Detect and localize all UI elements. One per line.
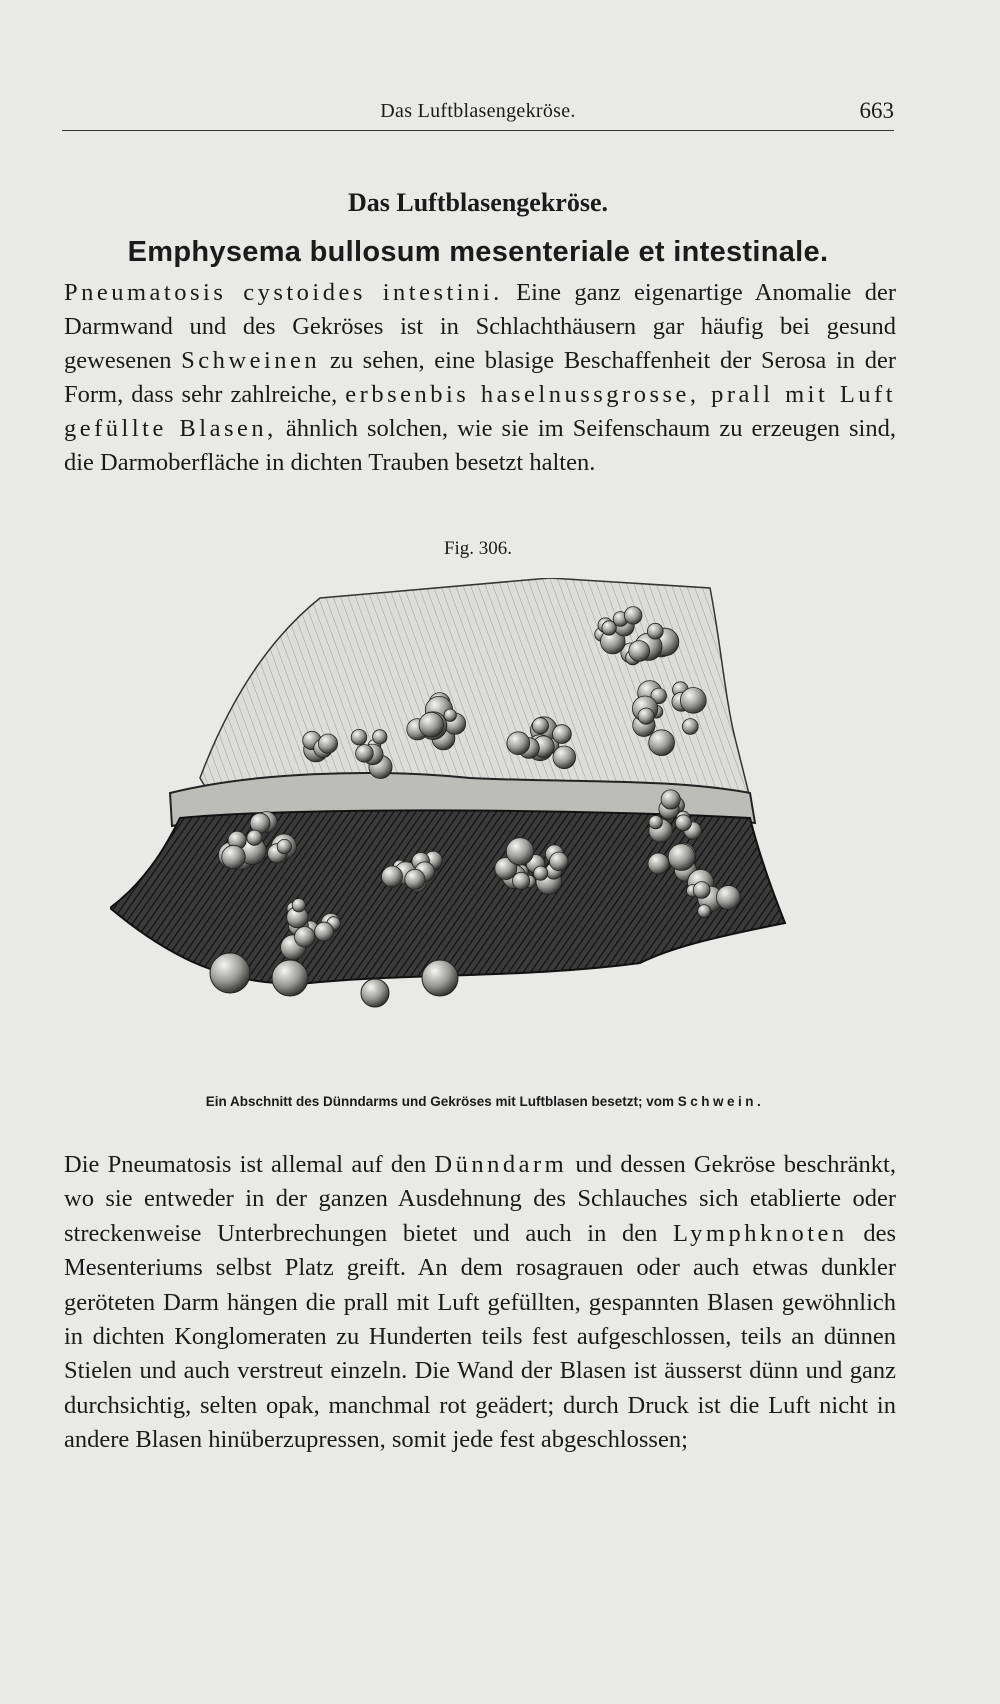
paragraph-pneumatosis — [64, 1148, 896, 1458]
stalked-bubble — [422, 960, 458, 996]
gas-bubble — [373, 730, 387, 744]
gas-bubble — [680, 688, 706, 714]
paragraph-text: und dessen Gekröse beschränkt, wo sie entweder in der ganzen Ausdehnung des Schlauches sich etablierte oder streckenweise Unterbrechungen bietet und auch in den — [64, 1151, 896, 1247]
gas-bubble — [247, 830, 262, 845]
gas-bubble — [668, 844, 695, 871]
caption-text: Ein Abschnitt des Dünndarms und Gekröses mit Luftblasen besetzt; vom — [205, 1094, 678, 1109]
section-title: Das Luftblasengekröse. — [347, 188, 608, 217]
paragraph-text: des Mesenteriums selbst Platz greift. An dem rosagrauen oder auch etwas dunkler geröteten Darm hängen die prall mit Luft gefüllten, gespannten Blasen gewöhnlich in dichten Konglomeraten zu Hunderten teils fest aufgeschlossen, teils an dünnen Stielen und auch verstreut einzeln. Die Wand der Blasen ist äusserst dünn und ganz durchsichtig, selten opak, manchmal rot geädert; durch Druck ist die Luft nicht in andere Blasen hinüberzupressen, somit jede fest abgeschlossen; — [64, 1219, 896, 1454]
gas-bubble — [553, 725, 572, 744]
gas-bubble — [444, 709, 456, 721]
gas-bubble — [318, 734, 337, 753]
spaced-term-duenndarm: Dünndarm — [434, 1151, 568, 1178]
stalked-bubble — [210, 953, 250, 993]
gas-bubble — [638, 708, 654, 724]
gas-bubble — [532, 718, 548, 734]
paragraph-text: Die Pneumatosis ist allemal auf den — [64, 1151, 435, 1178]
gas-bubble — [602, 621, 616, 635]
paragraph-text: zu sehen, eine blasige Beschaffenheit der Serosa in der Form, dass sehr zahlreiche, — [64, 347, 896, 408]
stalked-bubble — [361, 979, 389, 1007]
figure-number: Fig. 306. — [443, 538, 513, 559]
gas-bubble — [419, 712, 444, 737]
gas-bubble — [513, 872, 530, 889]
gas-bubble — [382, 866, 403, 887]
gas-bubble — [693, 882, 710, 899]
gas-bubble — [553, 746, 576, 769]
gas-bubble — [405, 869, 425, 889]
paragraph-text: Eine ganz eigenartige Anomalie der Darmwand und des Gekröses ist in Schlachthäusern gar häufig bei gesund gewesenen — [64, 279, 896, 374]
gas-bubble — [356, 745, 374, 763]
gas-bubble — [507, 732, 530, 755]
running-header — [62, 96, 894, 131]
gas-bubble — [351, 729, 367, 745]
gas-bubble — [292, 899, 305, 912]
gas-bubble — [647, 623, 663, 639]
gas-bubble — [682, 719, 698, 735]
gas-bubble — [506, 838, 533, 865]
intestine-illustration — [110, 578, 860, 1088]
gas-bubble — [624, 607, 642, 625]
gas-bubble — [661, 790, 680, 809]
spaced-term-lymphknoten: Lymphknoten — [673, 1219, 848, 1247]
gas-bubble — [649, 730, 675, 756]
paragraph-intro — [64, 276, 896, 480]
gas-bubble — [222, 845, 246, 869]
section-subtitle: Emphysema bullosum mesenteriale et intestinale. — [127, 236, 829, 268]
gas-bubble — [550, 852, 569, 871]
stalked-bubble — [272, 960, 308, 996]
paragraph-text: ähnlich solchen, wie sie im Seifenschaum zu erzeugen sind, die Darmoberfläche in dichten Trauben besetzt halten. — [64, 415, 896, 476]
page-number: 663 — [859, 98, 894, 123]
gas-bubble — [675, 815, 691, 831]
spaced-term-blasen: erbsenbis haselnussgrosse, prall mit Luft gefüllte Blasen, — [64, 381, 897, 442]
spaced-term-pneumatosis: Pneumatosis cystoides intestini. — [64, 279, 503, 306]
gas-bubble — [648, 853, 669, 874]
gas-bubble — [629, 641, 650, 662]
gas-bubble — [716, 886, 740, 910]
gas-bubble — [295, 927, 315, 947]
gas-bubble — [277, 839, 291, 853]
running-title: Das Luftblasengekröse. — [380, 100, 576, 122]
intestine-wall — [110, 810, 785, 983]
gas-bubble — [315, 922, 334, 941]
figure-caption — [110, 1094, 860, 1109]
gas-bubble — [534, 866, 548, 880]
gas-bubble — [698, 905, 711, 918]
gas-bubble — [649, 816, 662, 829]
spaced-term-schwein: Schwein. — [677, 1094, 765, 1109]
spaced-term-schweinen: Schweinen — [181, 347, 321, 374]
